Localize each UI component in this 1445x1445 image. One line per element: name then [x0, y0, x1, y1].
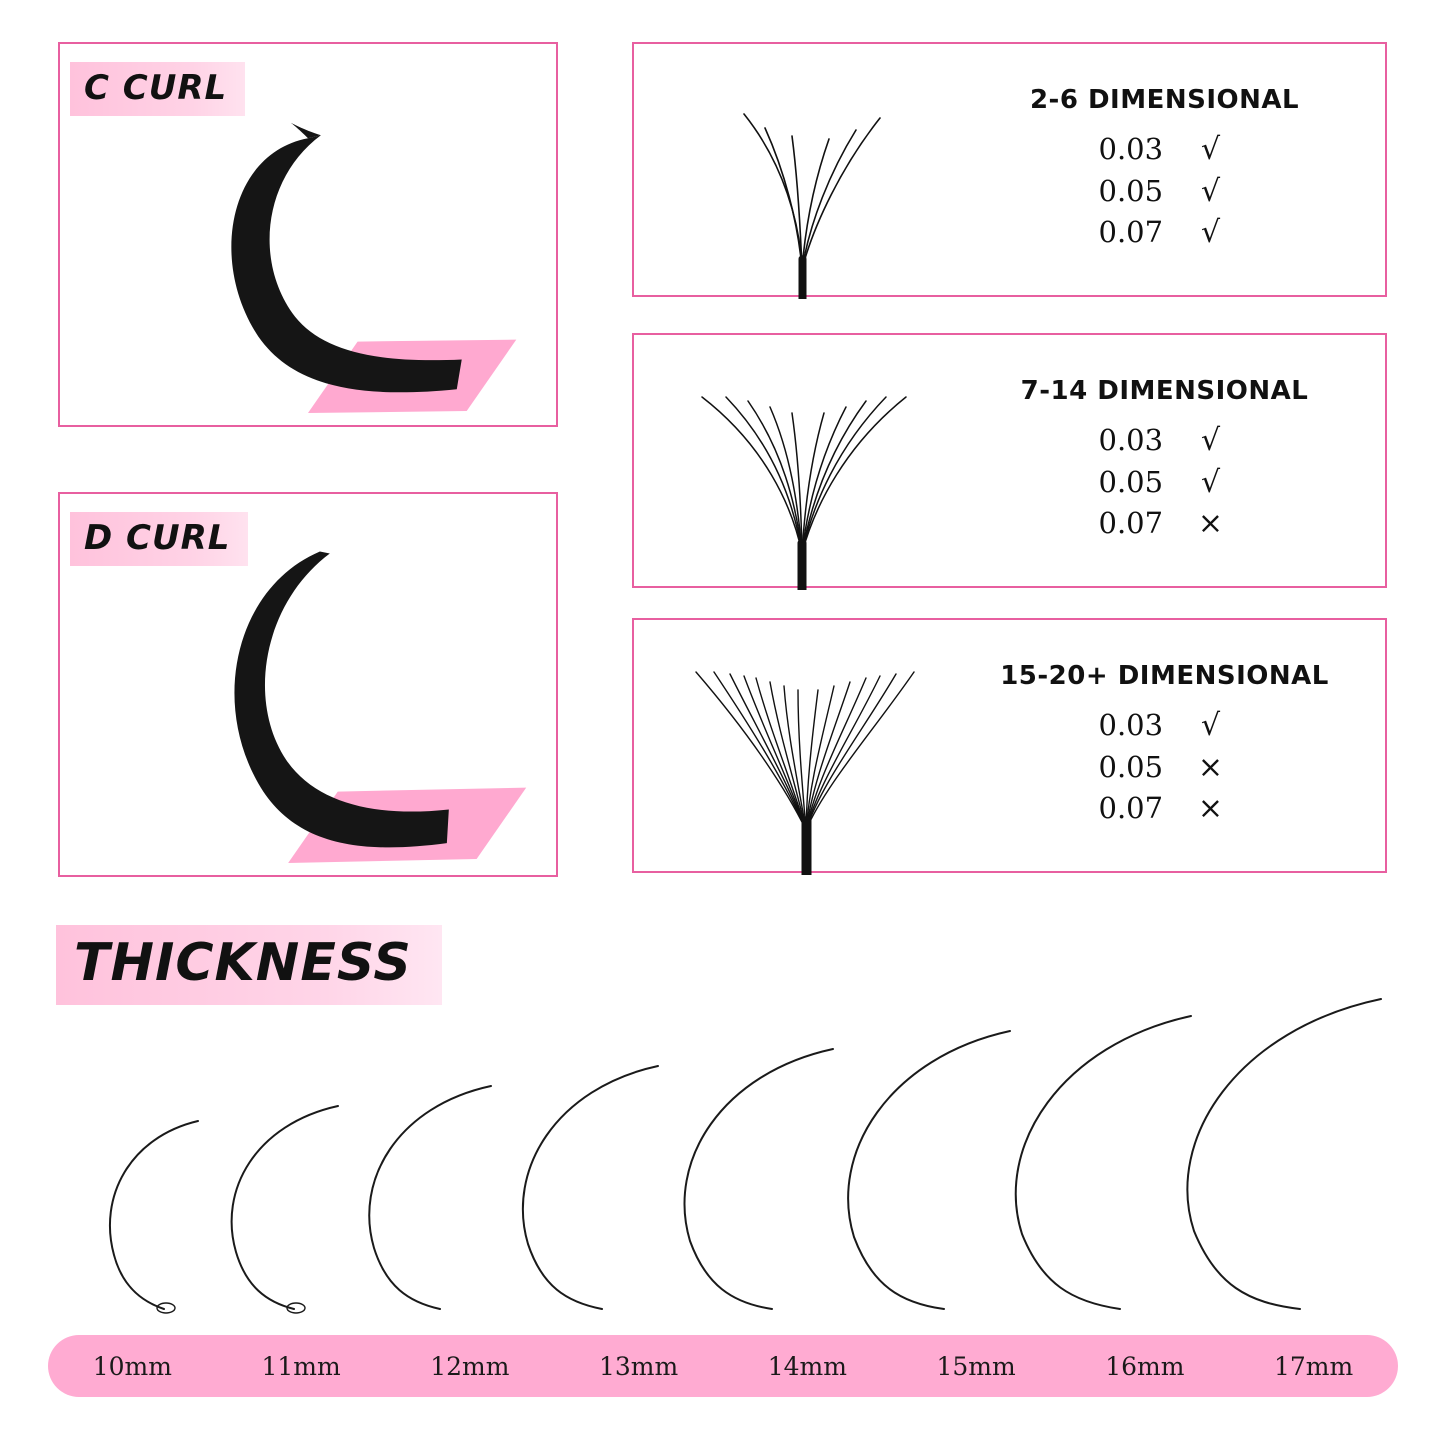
spec-row: [1099, 462, 1231, 503]
lash-10mm: [78, 1115, 208, 1320]
spec-value: 0.05: [1098, 464, 1164, 499]
spec-mark: ×: [1197, 749, 1224, 785]
c-curl-illustration: [60, 44, 556, 426]
fan-illustration-15-20: [634, 620, 964, 871]
lash-12mm: [336, 1080, 501, 1320]
spec-mark: √: [1200, 423, 1221, 459]
lash-11mm: [198, 1100, 348, 1320]
thickness-section: [0, 905, 1445, 1445]
spec-row: [1099, 420, 1231, 461]
spec-value: 0.03: [1098, 132, 1164, 167]
thickness-label: THICKNESS: [56, 925, 442, 1005]
spec-mark: ×: [1197, 791, 1224, 827]
c-curl-label: C CURL: [70, 62, 245, 116]
spec-mark: √: [1200, 464, 1221, 500]
dimension-panel-15-20: [632, 618, 1387, 873]
spec-mark: √: [1200, 708, 1221, 744]
lash-length-row: [48, 1000, 1398, 1320]
lash-17mm: [1146, 993, 1391, 1320]
spec-value: 0.05: [1098, 749, 1164, 784]
spec-value: 0.03: [1098, 423, 1164, 458]
dimension-info-2-6: [964, 85, 1385, 253]
spec-row: [1099, 705, 1231, 746]
size-label-13mm: 13mm: [599, 1351, 679, 1381]
dimension-panel-2-6: [632, 42, 1387, 297]
size-label-11mm: 11mm: [261, 1351, 341, 1381]
spec-row: [1099, 788, 1231, 829]
size-label-15mm: 15mm: [936, 1351, 1016, 1381]
c-curl-lash-tip: [291, 123, 321, 138]
size-label-14mm: 14mm: [767, 1351, 847, 1381]
dimension-title: 7-14 DIMENSIONAL: [1020, 376, 1309, 407]
size-legend-bar: [48, 1335, 1398, 1397]
spec-mark: √: [1200, 215, 1221, 251]
size-label-12mm: 12mm: [430, 1351, 510, 1381]
spec-mark: √: [1200, 132, 1221, 168]
size-label-16mm: 16mm: [1105, 1351, 1185, 1381]
spec-row: [1099, 503, 1231, 544]
spec-value: 0.05: [1098, 173, 1164, 208]
spec-row: [1099, 129, 1231, 170]
size-label-10mm: 10mm: [92, 1351, 172, 1381]
spec-value: 0.07: [1098, 791, 1164, 826]
fan-illustration-2-6: [634, 44, 964, 295]
dimension-title: 2-6 DIMENSIONAL: [1029, 85, 1300, 116]
fan-illustration-7-14: [634, 335, 964, 586]
c-curl-panel: [58, 42, 558, 427]
dimension-info-7-14: [964, 376, 1385, 544]
size-label-17mm: 17mm: [1274, 1351, 1354, 1381]
dimension-title: 15-20+ DIMENSIONAL: [1000, 661, 1329, 692]
spec-value: 0.07: [1098, 506, 1164, 541]
d-curl-label: D CURL: [70, 512, 248, 566]
spec-row: [1099, 747, 1231, 788]
d-curl-illustration: [60, 494, 556, 876]
d-curl-panel: [58, 492, 558, 877]
dimension-info-15-20: [964, 661, 1385, 829]
spec-row: [1099, 171, 1231, 212]
dimension-panel-7-14: [632, 333, 1387, 588]
lash-13mm: [488, 1060, 668, 1320]
spec-mark: √: [1200, 173, 1221, 209]
spec-value: 0.03: [1098, 708, 1164, 743]
spec-row: [1099, 212, 1231, 253]
spec-value: 0.07: [1098, 215, 1164, 250]
spec-mark: ×: [1197, 506, 1224, 542]
